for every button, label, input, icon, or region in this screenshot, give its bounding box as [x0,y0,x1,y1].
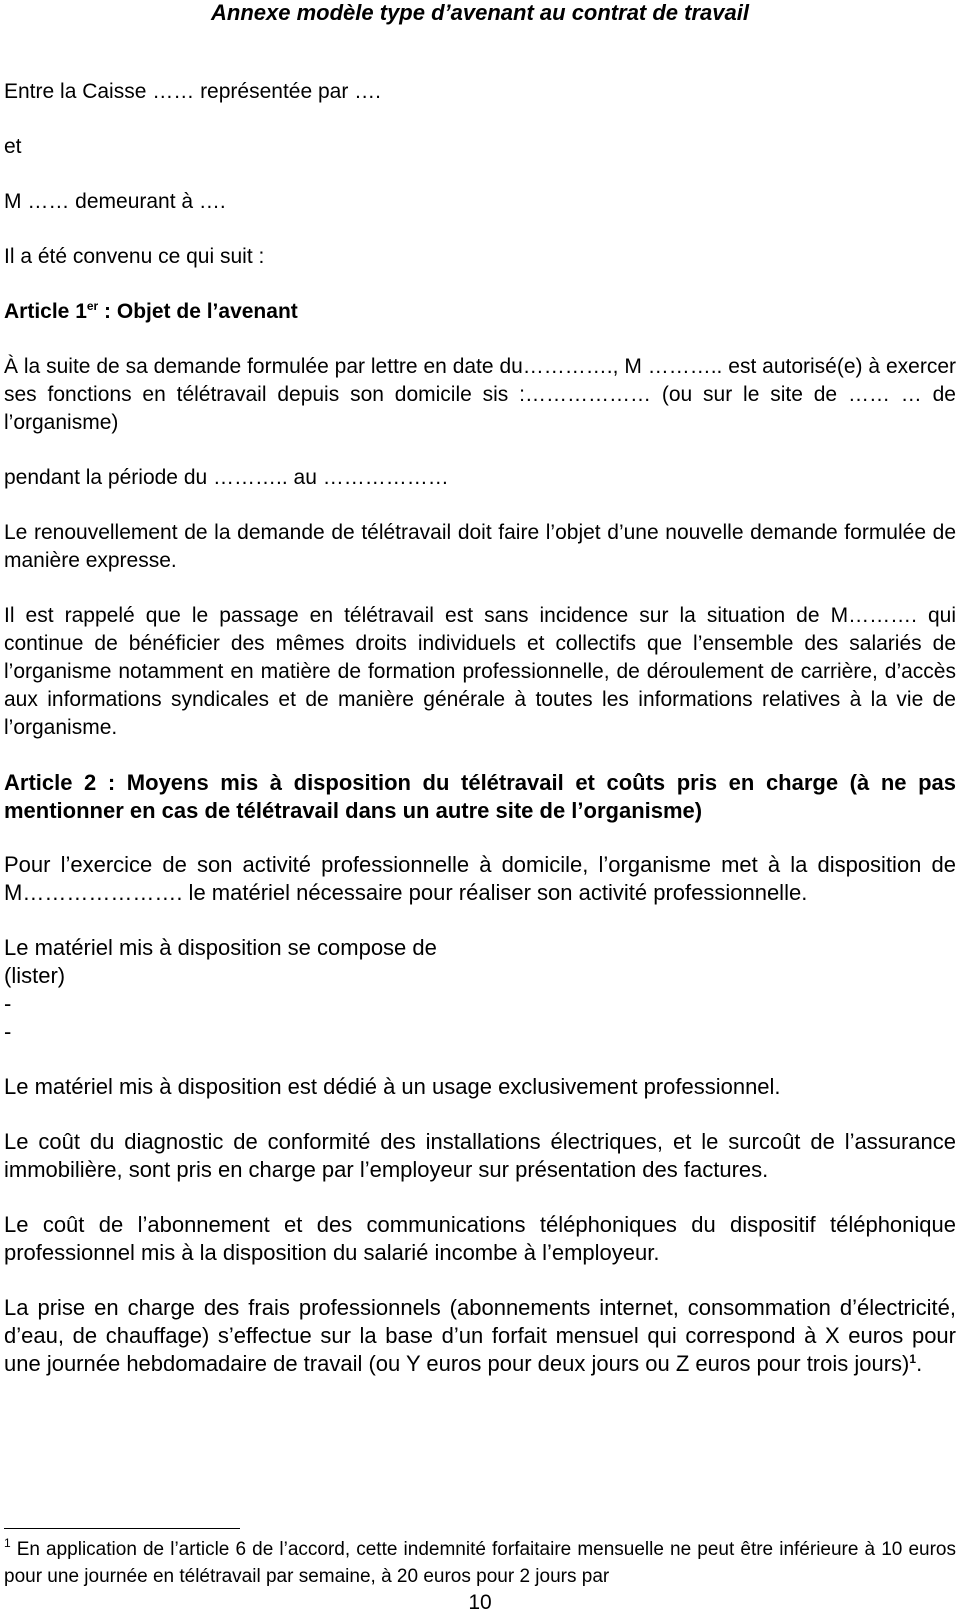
article-1-paragraph-2: pendant la période du ……….. au ……………… [4,466,449,489]
footnote-separator [4,1528,240,1529]
intro-agreement-line: Il a été convenu ce qui suit : [4,245,265,268]
intro-and-line: et [4,135,22,158]
article-1-paragraph-3: Le renouvellement de la demande de télétravail doit faire l’objet d’une nouvelle demande formulée de manière expresse. [4,521,956,572]
article-2-paragraph-5-text: La prise en charge des frais professionnels (abonnements internet, consommation d’électricité, d’eau, de chauffage) s’effectue sur la base d’un forfait mensuel qui correspond à X euros pour une journée hebdomadaire de travail (ou Y euros pour deux jours ou Z euros pour trois jours) [4,1295,956,1376]
article-2-paragraph-3: Le coût du diagnostic de conformité des installations électriques, et le surcoût de l’assurance immobilière, sont pris en charge par l’employeur sur présentation des factures. [4,1129,956,1182]
article-2-paragraph-4: Le coût de l’abonnement et des communications téléphoniques du dispositif téléphonique professionnel mis à la disposition du salarié incombe à l’employeur. [4,1212,956,1265]
document-body [4,78,956,1405]
footnote-text-block [4,1536,956,1590]
article-2-title: Article 2 : Moyens mis à disposition du télétravail et coûts pris en charge (à ne pas mentionner en cas de télétravail dans un autre site de l’organisme) [4,770,956,823]
footnote-text: En application de l’article 6 de l’accord, cette indemnité forfaitaire mensuelle ne peut être inférieure à 10 euros pour une journée en télétravail par semaine, à 20 euros pour 2 jours par [4,1539,956,1587]
article-2-paragraph-1: Pour l’exercice de son activité professionnelle à domicile, l’organisme met à la disposition de M…………………. le matériel nécessaire pour réaliser son activité professionnelle. [4,852,956,905]
page-number: 10 [468,1591,492,1614]
article-1-title-end: : Objet de l’avenant [98,300,298,323]
footnote-reference[interactable]: 1 [909,1352,917,1366]
equipment-list [4,934,956,1046]
article-1-title-sup: er [86,299,99,313]
article-1-paragraph-4: Il est rappelé que le passage en télétravail est sans incidence sur la situation de M………. qui continue de bénéficier des mêmes droits individuels et collectifs que l’ensemble des salariés de l’organisme notamment en matière de formation professionnelle, de déroulement de carrière, d’accès aux informations syndicales et de manière générale à toutes les informations relatives à la vie de l’organisme. [4,604,956,739]
article-1-paragraph-1: À la suite de sa demande formulée par lettre en date du…………., M ……….. est autorisé(e) à exercer ses fonctions en télétravail depuis son domicile sis :……………… (ou sur le site de …… … de l’organisme) [4,355,956,434]
footnote [4,1536,956,1590]
equipment-list-item: - [4,1019,12,1044]
equipment-list-item: - [4,991,12,1016]
intro-employee-line: M …… demeurant à …. [4,190,226,213]
article-2-paragraph-2: Le matériel mis à disposition est dédié à un usage exclusivement professionnel. [4,1074,781,1099]
equipment-list-hint: (lister) [4,963,66,988]
page-header-title: Annexe modèle type d’avenant au contrat de travail [211,0,749,25]
footnote-number: 1 [4,1536,11,1550]
intro-parties-line: Entre la Caisse …… représentée par …. [4,80,381,103]
equipment-list-intro: Le matériel mis à disposition se compose de [4,935,437,960]
article-1-title-start: Article 1 [4,300,87,323]
article-1-title [4,298,956,326]
article-2-paragraph-5 [4,1294,956,1378]
article-2-paragraph-5-end: . [916,1351,923,1376]
